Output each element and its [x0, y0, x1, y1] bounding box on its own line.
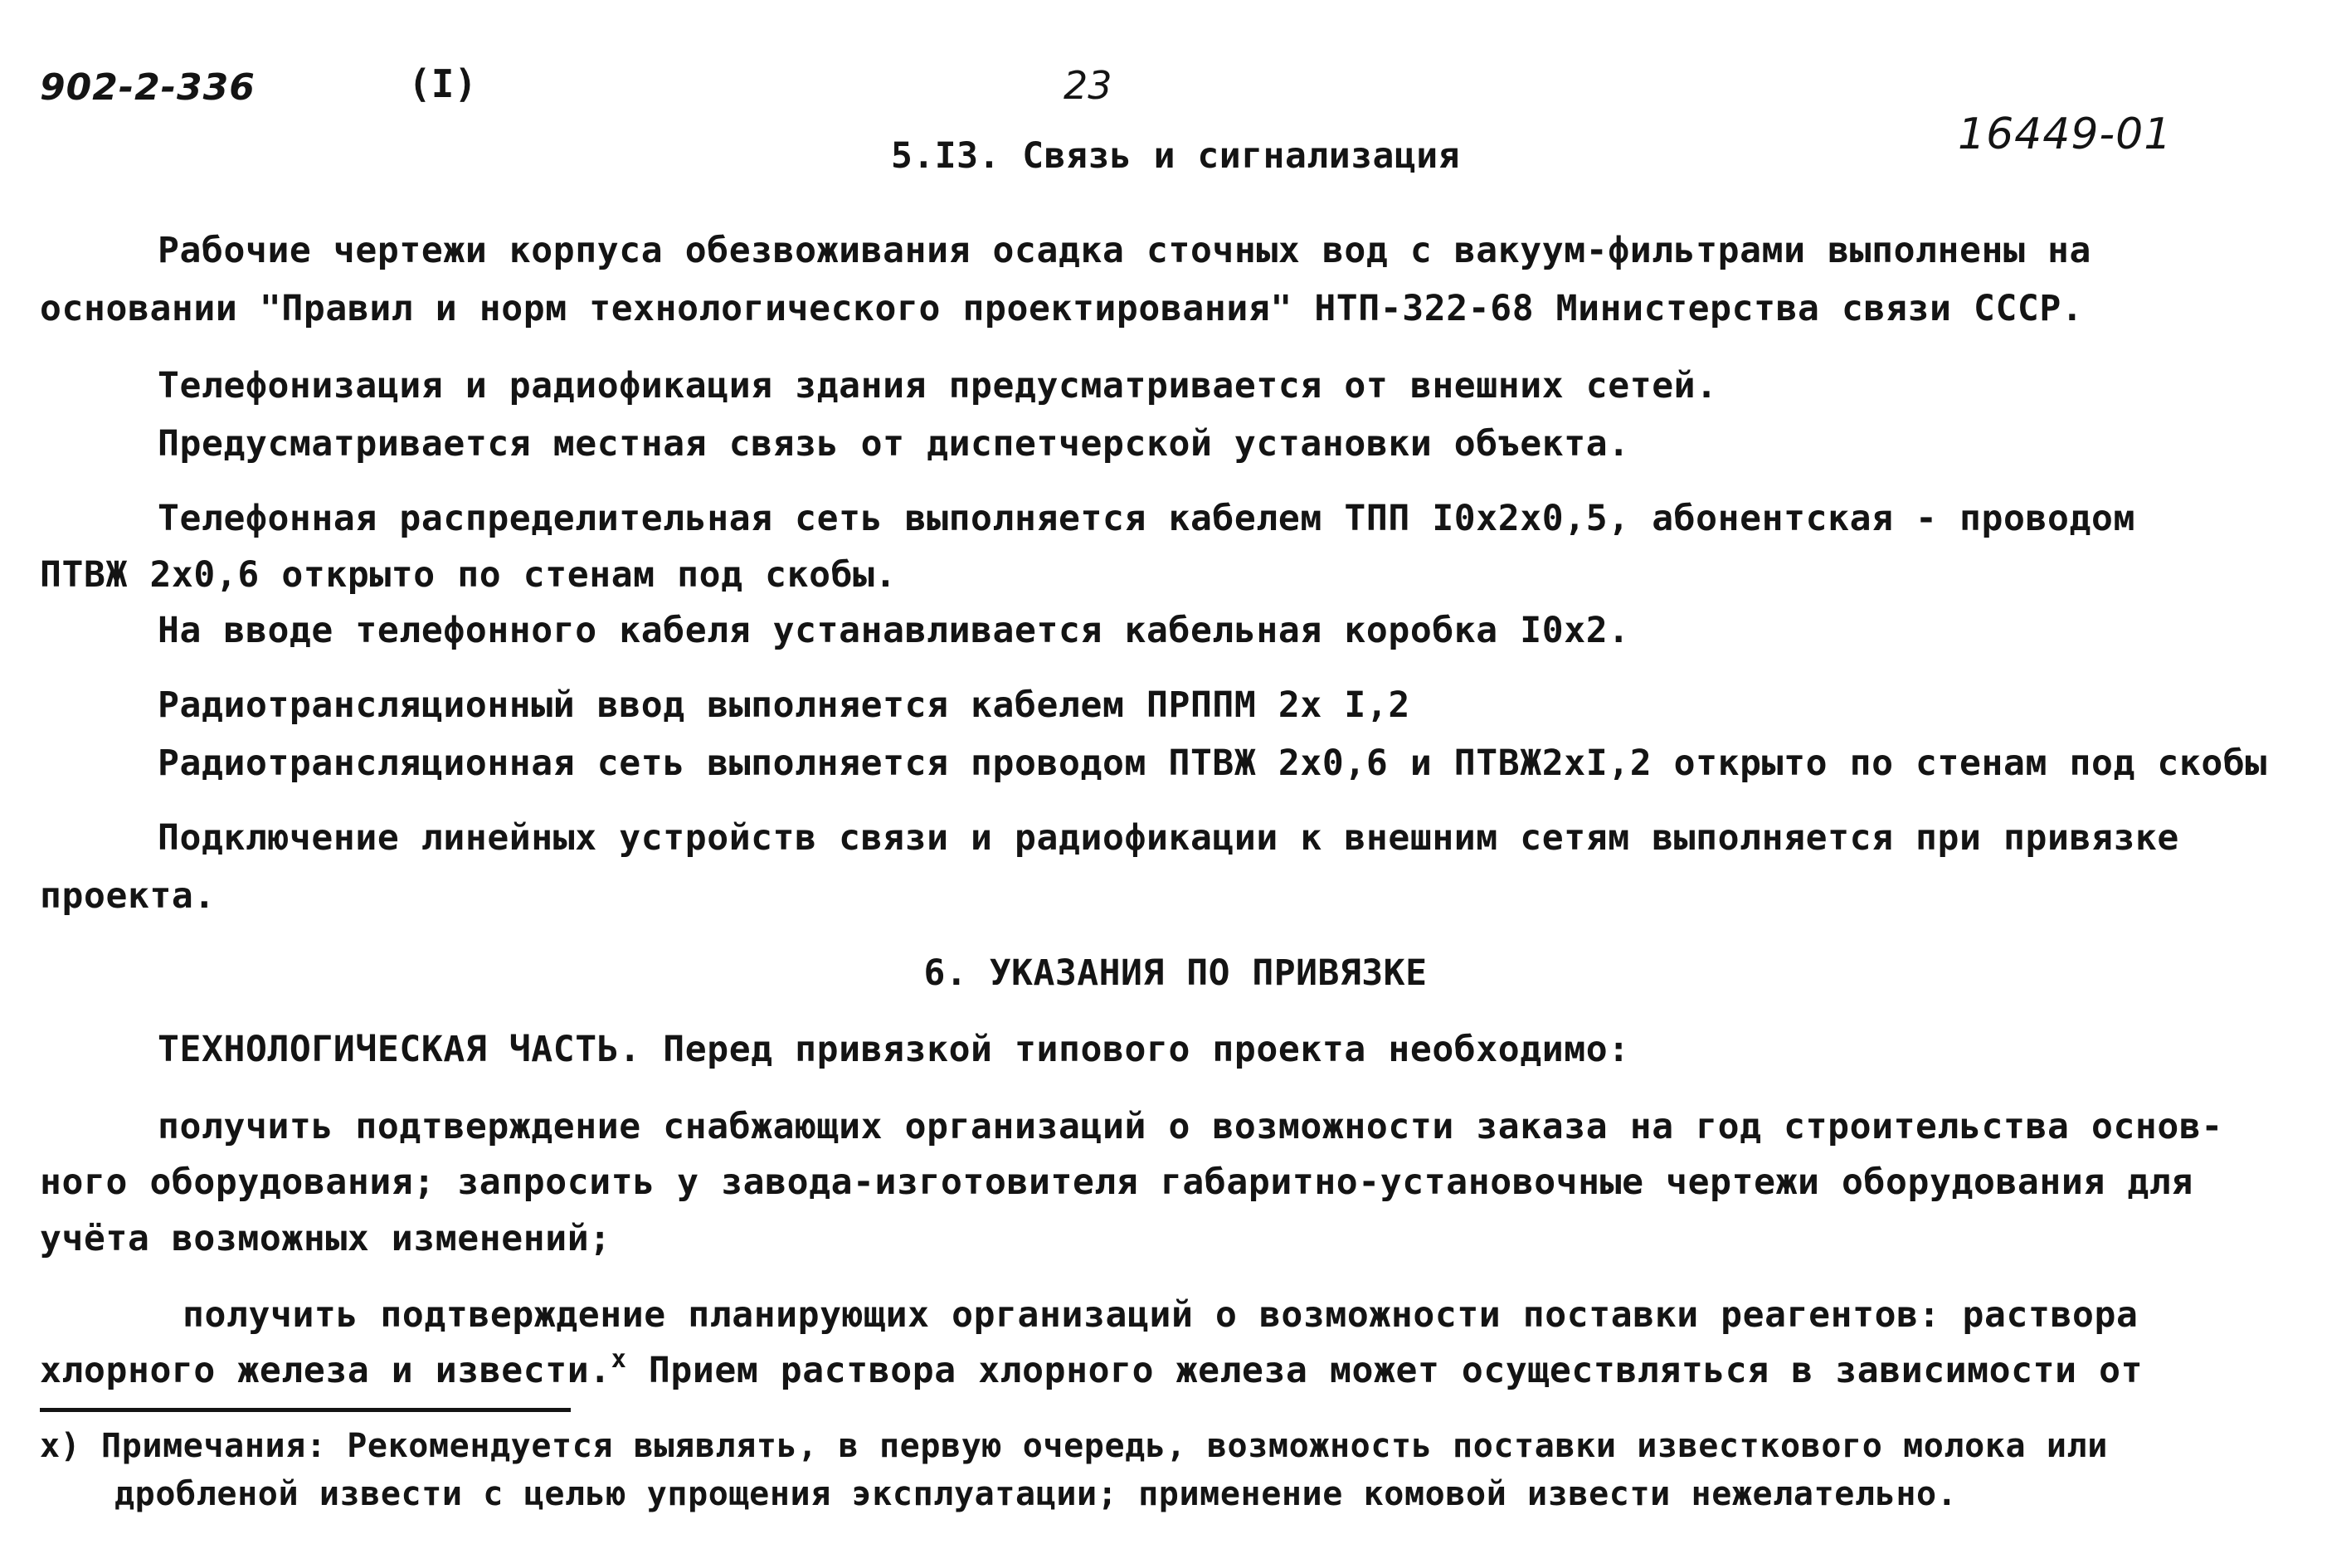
paragraph-line	[40, 1345, 2144, 1391]
paragraph-line: Подключение линейных устройств связи и радиофикации к внешним сетям выполняется при привязке	[158, 817, 2179, 859]
footnote-line: дробленой извести с целью упрощения эксплуатации; применение комовой извести нежелательно.	[114, 1475, 1958, 1513]
paragraph-line: основании "Правил и норм технологического проектирования" НТП-322-68 Министерства связи СССР.	[40, 288, 2084, 329]
section-title-communication: 5.I3. Связь и сигнализация	[890, 135, 1461, 177]
paragraph-line: получить подтверждение снабжающих организаций о возможности заказа на год строительства основ-	[158, 1106, 2223, 1147]
footnote-line: x) Примечания: Рекомендуется выявлять, в первую очередь, возможность поставки известкового молока или	[40, 1427, 2108, 1465]
footnote-divider	[40, 1408, 571, 1412]
line-start: хлорного железа и извести.	[40, 1350, 611, 1391]
footnote-reference: x	[611, 1345, 627, 1374]
line-continuation: Прием раствора хлорного железа может осуществляться в зависимости от	[648, 1350, 2144, 1391]
paragraph-line: Радиотрансляционная сеть выполняется проводом ПТВЖ 2х0,6 и ПТВЖ2хI,2 открыто по стенам под скобы	[158, 743, 2267, 784]
section-title-binding-instructions: 6. УКАЗАНИЯ ПО ПРИВЯЗКЕ	[923, 952, 1428, 994]
paragraph-line: ного оборудования; запросить у завода-изготовителя габаритно-установочные чертежи оборудования для	[40, 1161, 2193, 1203]
archive-number: 16449-01	[1958, 110, 2173, 159]
document-code: 902-2-336	[40, 66, 256, 109]
page-number: 23	[1064, 63, 1112, 108]
sheet-mark: (I)	[408, 61, 478, 106]
paragraph-line: ПТВЖ 2х0,6 открыто по стенам под скобы.	[40, 554, 898, 596]
paragraph-line: Телефонизация и радиофикация здания предусматривается от внешних сетей.	[158, 365, 1718, 407]
paragraph-line: На вводе телефонного кабеля устанавливается кабельная коробка I0х2.	[158, 610, 1630, 651]
paragraph-line: Рабочие чертежи корпуса обезвоживания осадка сточных вод с вакуум-фильтрами выполнены на	[158, 230, 2091, 271]
paragraph-line: получить подтверждение планирующих организаций о возможности поставки реагентов: раствора	[183, 1294, 2139, 1336]
paragraph-line: проекта.	[40, 875, 216, 917]
paragraph-line: Радиотрансляционный ввод выполняется кабелем ПРППМ 2х I,2	[158, 684, 1410, 726]
paragraph-line: Телефонная распределительная сеть выполняется кабелем ТПП I0х2х0,5, абонентская - проводом	[158, 498, 2135, 539]
paragraph-line: Предусматривается местная связь от диспетчерской установки объекта.	[158, 423, 1630, 465]
paragraph-line: учёта возможных изменений;	[40, 1218, 611, 1259]
paragraph-line: ТЕХНОЛОГИЧЕСКАЯ ЧАСТЬ. Перед привязкой типового проекта необходимо:	[158, 1029, 1630, 1070]
